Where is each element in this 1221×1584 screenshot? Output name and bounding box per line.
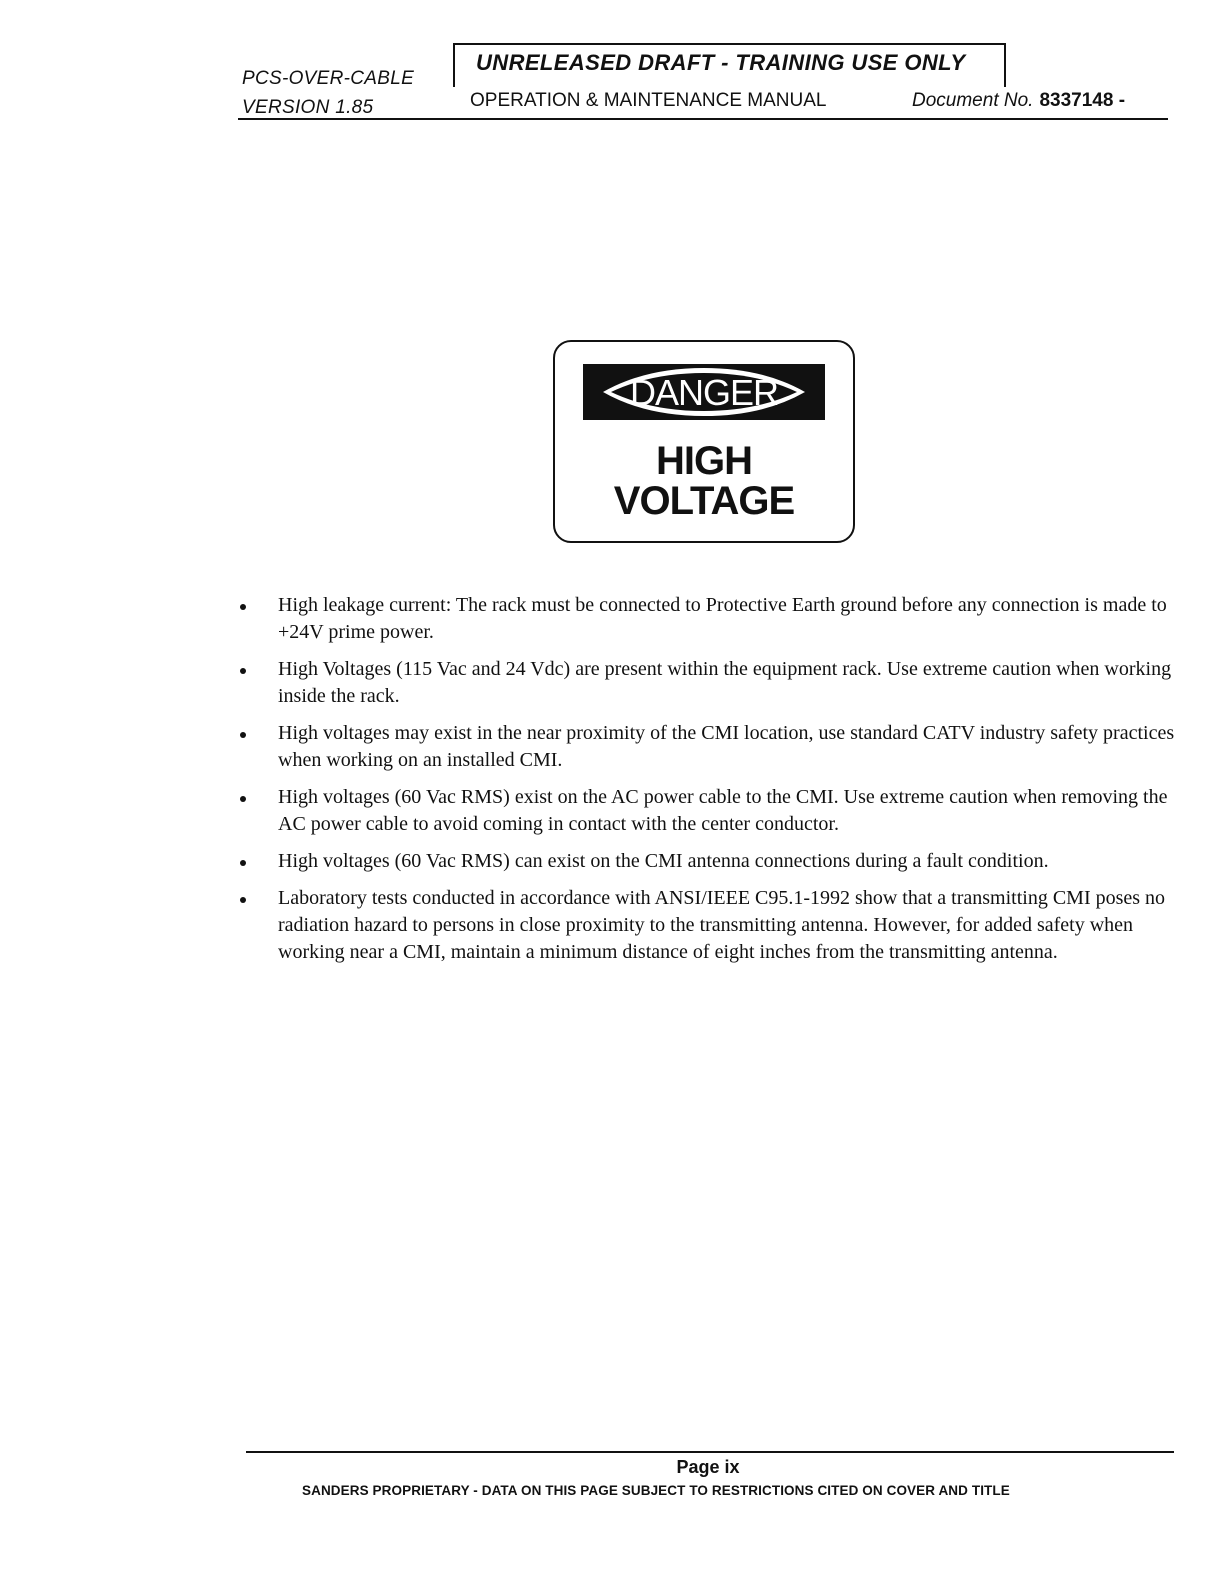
proprietary-notice: SANDERS PROPRIETARY - DATA ON THIS PAGE SUBJECT TO RESTRICTIONS CITED ON COVER AND TITLE (302, 1483, 1010, 1498)
page-number: Page ix (676, 1457, 740, 1477)
draft-notice: UNRELEASED DRAFT - TRAINING USE ONLY (476, 50, 966, 75)
bullet-text: High voltages (60 Vac RMS) can exist on the CMI antenna connections during a fault condition. (278, 850, 1049, 872)
bullet-text: Laboratory tests conducted in accordance with ANSI/IEEE C95.1-1992 show that a transmitting CMI poses no radiation hazard to persons in close proximity to the transmitting antenna. However, for added safety when working near a CMI, maintain a minimum distance of eight inches from the transmitting antenna. (278, 887, 1166, 963)
bullet-icon (240, 668, 246, 674)
footer-rule (246, 1451, 1174, 1453)
list-item (238, 656, 1178, 710)
bullet-icon (240, 732, 246, 738)
document-label: Document No. (912, 90, 1034, 111)
header-left (242, 64, 414, 122)
document-number: 8337148 - (1039, 90, 1126, 111)
bullet-icon (240, 860, 246, 866)
bullet-text: High voltages (60 Vac RMS) exist on the AC power cable to the CMI. Use extreme caution when removing the AC power cable to avoid coming in contact with the center conductor. (278, 786, 1168, 835)
header-rule (238, 118, 1168, 120)
product-version: VERSION 1.85 (242, 97, 374, 118)
product-name: PCS-OVER-CABLE (242, 68, 415, 89)
danger-banner-text: DANGER (629, 372, 779, 413)
bullet-text: High voltages may exist in the near proximity of the CMI location, use standard CATV industry safety practices when working on an installed CMI. (278, 722, 1175, 771)
document-number-line (912, 90, 1125, 112)
danger-sign (553, 340, 855, 543)
list-item (238, 720, 1178, 774)
sign-line-voltage: VOLTAGE (613, 479, 795, 523)
list-item (238, 784, 1178, 838)
sign-line-high: HIGH (656, 439, 752, 483)
bullet-icon (240, 604, 246, 610)
bullet-icon (240, 796, 246, 802)
list-item (238, 848, 1178, 875)
list-item (238, 885, 1178, 966)
bullet-icon (240, 897, 246, 903)
list-item (238, 592, 1178, 646)
bullet-text: High Voltages (115 Vac and 24 Vdc) are present within the equipment rack. Use extreme caution when working inside the rack. (278, 658, 1172, 707)
manual-title: OPERATION & MAINTENANCE MANUAL (470, 90, 827, 111)
bullet-text: High leakage current: The rack must be connected to Protective Earth ground before any connection is made to +24V prime power. (278, 594, 1167, 643)
safety-bullet-list (238, 592, 1178, 976)
